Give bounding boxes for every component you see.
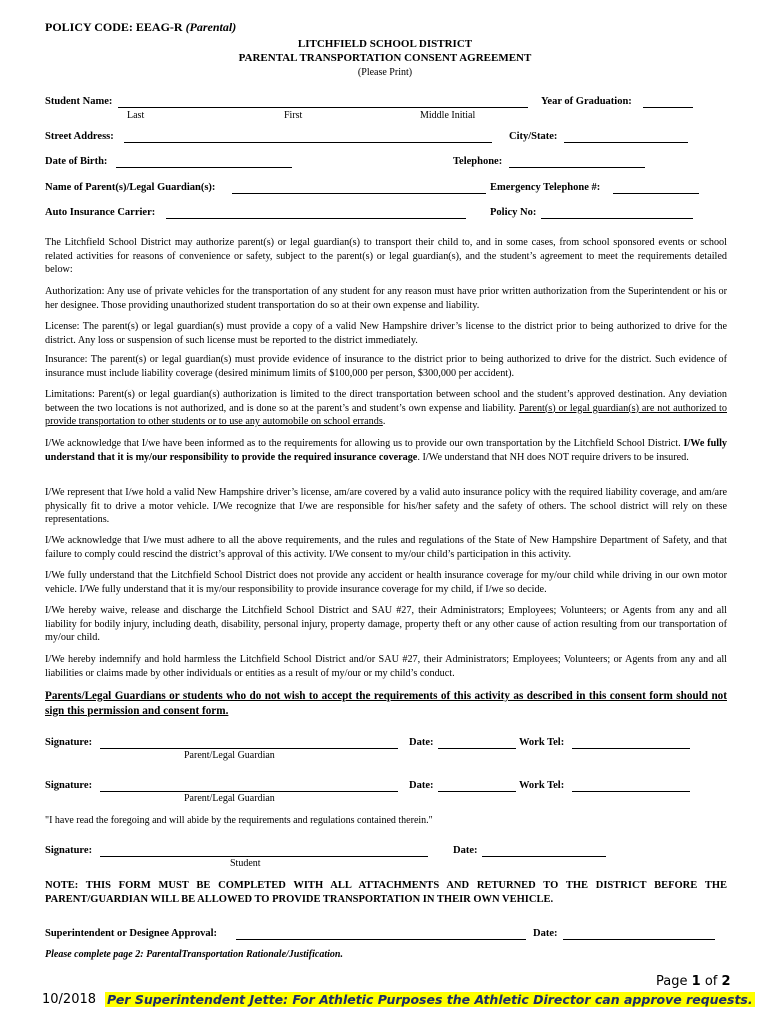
- acknowledge-end: . I/We understand that NH does NOT require drivers to be insured.: [417, 451, 689, 463]
- abide-quote: "I have read the foregoing and will abide by the requirements and regulations contained therein.": [45, 815, 433, 826]
- student-date-field[interactable]: [482, 845, 606, 857]
- page-number: [656, 974, 731, 989]
- parent-name-label: Name of Parent(s)/Legal Guardian(s):: [45, 182, 216, 193]
- auto-insurance-field[interactable]: [166, 207, 466, 219]
- date-2-field[interactable]: [438, 780, 516, 792]
- student-signature-label: Signature:: [45, 845, 93, 856]
- street-address-field[interactable]: [124, 131, 492, 143]
- work-tel-2-label: Work Tel:: [519, 780, 565, 791]
- acknowledge-paragraph: [45, 437, 727, 464]
- first-sublabel: First: [284, 110, 303, 121]
- license-paragraph: License: The parent(s) or legal guardian(s) must provide a copy of a valid New Hampshire driver’s license to the district prior to being authorized to drive for the district. Any loss or suspension of such license must be reported to the district immediately.: [45, 321, 727, 346]
- telephone-field[interactable]: [509, 156, 645, 168]
- parent-guardian-2-sublabel: Parent/Legal Guardian: [184, 793, 275, 804]
- year-of-graduation-label: Year of Graduation:: [541, 96, 632, 107]
- intro-paragraph: The Litchfield School District may authorize parent(s) or legal guardian(s) to transport their child to, and in some cases, from school sponsored events or school related activities for reasons of convenience or safety, subject to the parent(s) or legal guardian(s), and the student’s agreement to meet the requirements detailed below:: [45, 237, 727, 276]
- approval-label: Superintendent or Designee Approval:: [45, 928, 217, 939]
- policy-code-text: POLICY CODE: EEAG-R: [45, 20, 183, 34]
- limitations-text: Limitations: Parent(s) or legal guardian(s) authorization is limited to the direct transportation between school and the student’s approved destination. Any deviation between the two locations is not authorized, and is done so at the parent’s and student’s own expense and liability.: [45, 389, 727, 414]
- emergency-telephone-label: Emergency Telephone #:: [490, 182, 601, 193]
- middle-initial-sublabel: Middle Initial: [420, 110, 476, 121]
- acknowledge-bold: I/We fully understand that it is my/our responsibility to provide the required insurance coverage: [45, 438, 727, 463]
- student-name-label: Student Name:: [45, 96, 113, 107]
- student-signature-field[interactable]: [100, 845, 428, 857]
- signature-1-label: Signature:: [45, 737, 93, 748]
- represent-paragraph: I/We represent that I/we hold a valid New Hampshire driver’s license, am/are covered by a valid auto insurance policy with the required liability coverage, and am/are physically fit to drive a motor vehicle. I/We recognize that I/we are responsible for his/her safety and the safety of others. The school district will rely on these representations.: [45, 487, 727, 526]
- date-2-label: Date:: [409, 780, 434, 791]
- approval-date-field[interactable]: [563, 928, 715, 940]
- signature-1-field[interactable]: [100, 737, 398, 749]
- date-1-field[interactable]: [438, 737, 516, 749]
- year-of-graduation-field[interactable]: [643, 96, 693, 108]
- street-address-label: Street Address:: [45, 131, 114, 142]
- indemnify-paragraph: I/We hereby indemnify and hold harmless the Litchfield School District and/or SAU #27, their Administrators; Employees; Volunteers; or Agents from any and all liabilities or claims made by other individuals or entities as a result of my/our or my child’s conduct.: [45, 654, 727, 679]
- page-of: of: [704, 974, 718, 989]
- student-name-field[interactable]: [118, 96, 528, 108]
- acknowledge-text: I/We acknowledge that I/we have been informed as to the requirements for allowing us to provide our own transportation by the Litchfield School District.: [45, 438, 684, 449]
- form-title: PARENTAL TRANSPORTATION CONSENT AGREEMENT: [238, 52, 532, 64]
- telephone-label: Telephone:: [453, 156, 503, 167]
- warning-statement: Parents/Legal Guardians or students who do not wish to accept the requirements of this activity as described in this consent form should not sign this permission and consent form.: [45, 690, 727, 717]
- policy-code: [45, 20, 236, 35]
- athletic-approval-note: Per Superintendent Jette: For Athletic Purposes the Athletic Director can approve requests.: [107, 992, 753, 1007]
- district-name: LITCHFIELD SCHOOL DISTRICT: [297, 38, 473, 50]
- page-current: 1: [691, 974, 701, 989]
- parent-guardian-1-sublabel: Parent/Legal Guardian: [184, 750, 275, 761]
- policy-no-label: Policy No:: [490, 207, 537, 218]
- signature-2-label: Signature:: [45, 780, 93, 791]
- limitations-paragraph: [45, 388, 727, 429]
- approval-date-label: Date:: [533, 928, 558, 939]
- student-sublabel: Student: [230, 858, 261, 869]
- limitations-end: .: [382, 416, 386, 428]
- work-tel-1-field[interactable]: [572, 737, 690, 749]
- work-tel-2-field[interactable]: [572, 780, 690, 792]
- approval-field[interactable]: [236, 928, 526, 940]
- work-tel-1-label: Work Tel:: [519, 737, 565, 748]
- page-word: Page: [656, 974, 688, 989]
- waive-paragraph: I/We hereby waive, release and discharge the Litchfield School District and SAU #27, their Administrators; Employees; Volunteers; or Agents from any and all liability for bodily injury, including death, disability, personal injury, property damage, property theft or any other cause of action resulting from our transportation of my/our child.: [45, 605, 727, 644]
- policy-no-field[interactable]: [541, 207, 693, 219]
- insurance-paragraph: Insurance: The parent(s) or legal guardian(s) must provide evidence of insurance to the district prior to being authorized to drive for the district. Such evidence of insurance must include liability coverage (desired minimum limits of $100,000 per person, $300,000 per accident).: [45, 354, 727, 379]
- revision-date: 10/2018: [42, 992, 97, 1007]
- last-sublabel: Last: [127, 110, 145, 121]
- policy-variant: (Parental): [185, 20, 237, 34]
- date-of-birth-field[interactable]: [116, 156, 292, 168]
- parent-name-field[interactable]: [232, 182, 486, 194]
- completion-note: NOTE: THIS FORM MUST BE COMPLETED WITH ALL ATTACHMENTS AND RETURNED TO THE DISTRICT BEFORE THE PARENT/GUARDIAN WILL BE ALLOWED TO PROVIDE TRANSPORTATION IN THEIR OWN VEHICLE.: [45, 880, 727, 905]
- city-state-label: City/State:: [509, 131, 558, 142]
- student-date-label: Date:: [453, 845, 478, 856]
- city-state-field[interactable]: [564, 131, 688, 143]
- coverage-paragraph: I/We fully understand that the Litchfield School District does not provide any accident or health insurance coverage for my/our child while driving in our own motor vehicle. I/We fully understand that it is my/our responsibility to provide insurance coverage for my child, if I/we so decide.: [45, 570, 727, 595]
- auto-insurance-label: Auto Insurance Carrier:: [45, 207, 156, 218]
- date-of-birth-label: Date of Birth:: [45, 156, 108, 167]
- emergency-telephone-field[interactable]: [613, 182, 699, 194]
- page-total: 2: [721, 974, 731, 989]
- limitations-underlined: Parent(s) or legal guardian(s) are not authorized to provide transportation to other students or to use any automobile on school errands: [45, 402, 727, 428]
- complete-page2-note: Please complete page 2: ParentalTransportation Rationale/Justification.: [45, 949, 343, 960]
- adhere-paragraph: I/We acknowledge that I/we must adhere to all the above requirements, and the rules and regulations of the State of New Hampshire Department of Safety, and that failure to comply could rescind the district’s approval of this activity. I/We consent to my/our child’s participation in this activity.: [45, 535, 727, 560]
- signature-2-field[interactable]: [100, 780, 398, 792]
- print-note: (Please Print): [357, 67, 413, 78]
- authorization-paragraph: Authorization: Any use of private vehicles for the transportation of any student for any reason must have prior written authorization from the Superintendent or his or her designee. Those providing unauthorized student transportation do so at their own expense and liability.: [45, 286, 727, 311]
- date-1-label: Date:: [409, 737, 434, 748]
